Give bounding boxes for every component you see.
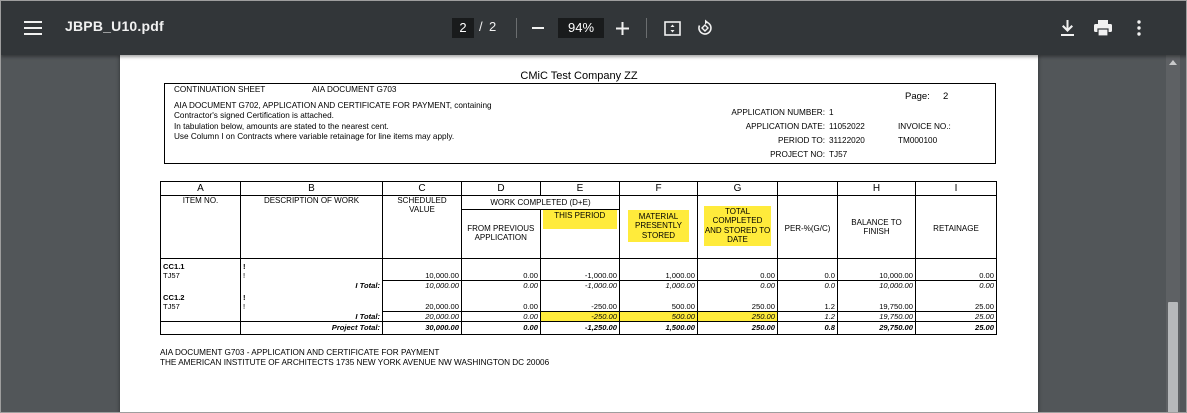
total-retainage: 0.00 bbox=[916, 281, 997, 291]
total-completed: 250.00 bbox=[698, 302, 778, 312]
application-date: 11052022 bbox=[829, 122, 865, 131]
balance-header: BALANCE TO FINISH bbox=[838, 196, 916, 259]
page-label: Page: bbox=[905, 91, 930, 102]
scheduled-value: 20,000.00 bbox=[383, 302, 462, 312]
item-number: TJ57 bbox=[161, 302, 241, 312]
percent: 1.2 bbox=[778, 302, 838, 312]
pdf-page bbox=[120, 55, 1038, 413]
total-completed-header: TOTAL COMPLETED AND STORED TO DATE bbox=[704, 207, 771, 245]
total-balance: 19,750.00 bbox=[838, 312, 916, 322]
table-row bbox=[161, 271, 997, 281]
column-letter-row bbox=[161, 182, 997, 196]
retainage: 25.00 bbox=[916, 302, 997, 312]
project-percent: 0.8 bbox=[778, 322, 838, 335]
page-number-input[interactable]: 2 bbox=[452, 18, 474, 38]
fit-to-page-icon[interactable] bbox=[662, 19, 682, 37]
material-stored: 1,000.00 bbox=[620, 271, 698, 281]
page-total: 2 bbox=[489, 19, 497, 34]
scrollbar-thumb[interactable] bbox=[1168, 302, 1178, 413]
this-period: -250.00 bbox=[541, 302, 620, 312]
zoom-in-icon[interactable] bbox=[614, 20, 630, 36]
total-previous: 0.00 bbox=[462, 281, 541, 291]
rotate-icon[interactable] bbox=[695, 18, 715, 38]
total-this-period: -250.00 bbox=[541, 312, 620, 322]
retainage: 0.00 bbox=[916, 271, 997, 281]
project-scheduled: 30,000.00 bbox=[383, 322, 462, 335]
percent: 0.0 bbox=[778, 271, 838, 281]
page-value: 2 bbox=[943, 91, 949, 102]
group-code-row bbox=[161, 259, 997, 272]
more-options-icon[interactable] bbox=[1131, 18, 1147, 38]
project-total-label: Project Total: bbox=[241, 322, 383, 335]
project-material: 1,500.00 bbox=[620, 322, 698, 335]
total-completed-sum: 0.00 bbox=[698, 281, 778, 291]
project-total-row bbox=[161, 322, 997, 335]
col-letter: H bbox=[838, 182, 916, 196]
invoice-number-label: INVOICE NO.: bbox=[898, 122, 951, 131]
row-marker: ! bbox=[241, 271, 383, 281]
group-code-row bbox=[161, 290, 997, 302]
vertical-scrollbar[interactable] bbox=[1166, 55, 1180, 413]
this-period-header-cell bbox=[541, 210, 620, 258]
retainage-header: RETAINAGE bbox=[916, 196, 997, 259]
project-retainage: 25.00 bbox=[916, 322, 997, 335]
continuation-table bbox=[160, 181, 997, 335]
continuation-sheet-label: CONTINUATION SHEET bbox=[174, 85, 266, 94]
menu-icon[interactable] bbox=[19, 16, 47, 40]
footer-line-1: AIA DOCUMENT G703 - APPLICATION AND CERTIFICATE FOR PAYMENT bbox=[160, 348, 440, 357]
toolbar-divider bbox=[646, 18, 647, 38]
invoice-number: TM000100 bbox=[898, 136, 938, 145]
application-number: 1 bbox=[829, 108, 834, 117]
scheduled-value-header: SCHEDULED VALUE bbox=[383, 196, 462, 259]
total-scheduled: 20,000.00 bbox=[383, 312, 462, 322]
total-completed-sum: 250.00 bbox=[698, 312, 778, 322]
group-total-label: I Total: bbox=[241, 281, 383, 291]
this-period: -1,000.00 bbox=[541, 271, 620, 281]
company-name: CMiC Test Company ZZ bbox=[520, 70, 638, 82]
total-retainage: 25.00 bbox=[916, 312, 997, 322]
scroll-up-arrow-icon[interactable] bbox=[1166, 55, 1180, 69]
col-letter: G bbox=[698, 182, 778, 196]
col-letter: E bbox=[541, 182, 620, 196]
work-completed-header bbox=[462, 196, 620, 259]
total-balance: 10,000.00 bbox=[838, 281, 916, 291]
application-date-label: APPLICATION DATE: bbox=[745, 122, 825, 131]
total-completed-header-cell bbox=[698, 196, 778, 259]
group-total-label: I Total: bbox=[241, 312, 383, 322]
document-header-box bbox=[164, 83, 996, 164]
item-no-header: ITEM NO. bbox=[161, 196, 241, 259]
total-completed: 0.00 bbox=[698, 271, 778, 281]
col-letter: I bbox=[916, 182, 997, 196]
group-marker: ! bbox=[241, 290, 383, 302]
group-code: CC1.1 bbox=[161, 259, 241, 272]
percent-header: PER-%(G/C) bbox=[778, 196, 838, 259]
project-balance: 29,750.00 bbox=[838, 322, 916, 335]
this-period-header: THIS PERIOD bbox=[543, 210, 618, 229]
work-completed-label: WORK COMPLETED (D+E) bbox=[462, 196, 619, 210]
balance: 19,750.00 bbox=[838, 302, 916, 312]
period-to: 31122020 bbox=[829, 136, 865, 145]
description-header: DESCRIPTION OF WORK bbox=[241, 196, 383, 259]
page-separator: / bbox=[479, 19, 483, 34]
scheduled-value: 10,000.00 bbox=[383, 271, 462, 281]
total-this-period: -1,000.00 bbox=[541, 281, 620, 291]
col-letter: D bbox=[462, 182, 541, 196]
document-title: JBPB_U10.pdf bbox=[65, 18, 164, 34]
from-previous-header: FROM PREVIOUS APPLICATION bbox=[462, 210, 541, 258]
header-line-2: Contractor's signed Certification is attached. bbox=[174, 111, 334, 120]
group-code: CC1.2 bbox=[161, 290, 241, 302]
header-line-1: AIA DOCUMENT G702, APPLICATION AND CERTIFICATE FOR PAYMENT, containing bbox=[174, 101, 492, 110]
project-previous: 0.00 bbox=[462, 322, 541, 335]
project-this-period: -1,250.00 bbox=[541, 322, 620, 335]
project-total-completed: 250.00 bbox=[698, 322, 778, 335]
total-percent: 1.2 bbox=[778, 312, 838, 322]
col-letter bbox=[778, 182, 838, 196]
table-row bbox=[161, 302, 997, 312]
application-number-label: APPLICATION NUMBER: bbox=[731, 108, 825, 117]
toolbar-divider bbox=[516, 18, 517, 38]
footer-line-2: THE AMERICAN INSTITUTE OF ARCHITECTS 1735 NEW YORK AVENUE NW WASHINGTON DC 20006 bbox=[160, 358, 550, 367]
from-previous: 0.00 bbox=[462, 302, 541, 312]
aia-document-label: AIA DOCUMENT G703 bbox=[312, 85, 397, 94]
total-material: 500.00 bbox=[620, 312, 698, 322]
zoom-out-icon[interactable] bbox=[530, 20, 546, 36]
balance: 10,000.00 bbox=[838, 271, 916, 281]
total-percent: 0.0 bbox=[778, 281, 838, 291]
header-line-3: In tabulation below, amounts are stated to the nearest cent. bbox=[174, 122, 389, 131]
total-material: 1,000.00 bbox=[620, 281, 698, 291]
col-letter: C bbox=[383, 182, 462, 196]
group-total-row bbox=[161, 281, 997, 291]
column-header-row bbox=[161, 196, 997, 259]
col-letter: F bbox=[620, 182, 698, 196]
project-number: TJ57 bbox=[829, 150, 848, 159]
row-marker: ! bbox=[241, 302, 383, 312]
col-letter: B bbox=[241, 182, 383, 196]
total-previous: 0.00 bbox=[462, 312, 541, 322]
item-number: TJ57 bbox=[161, 271, 241, 281]
header-line-4: Use Column I on Contracts where variable retainage for line items may apply. bbox=[174, 132, 455, 141]
group-total-row bbox=[161, 312, 997, 322]
document-footer bbox=[160, 348, 549, 368]
total-scheduled: 10,000.00 bbox=[383, 281, 462, 291]
period-to-label: PERIOD TO: bbox=[777, 136, 825, 145]
zoom-level-input[interactable]: 94% bbox=[558, 18, 604, 38]
from-previous: 0.00 bbox=[462, 271, 541, 281]
material-stored: 500.00 bbox=[620, 302, 698, 312]
material-stored-header: MATERIAL PRESENTLY STORED bbox=[628, 210, 689, 242]
pdf-toolbar bbox=[1, 1, 1187, 55]
download-icon[interactable] bbox=[1058, 18, 1076, 38]
group-marker: ! bbox=[241, 259, 383, 272]
material-stored-header-cell bbox=[620, 196, 698, 259]
print-icon[interactable] bbox=[1093, 18, 1113, 38]
project-number-label: PROJECT NO: bbox=[770, 150, 825, 159]
col-letter: A bbox=[161, 182, 241, 196]
